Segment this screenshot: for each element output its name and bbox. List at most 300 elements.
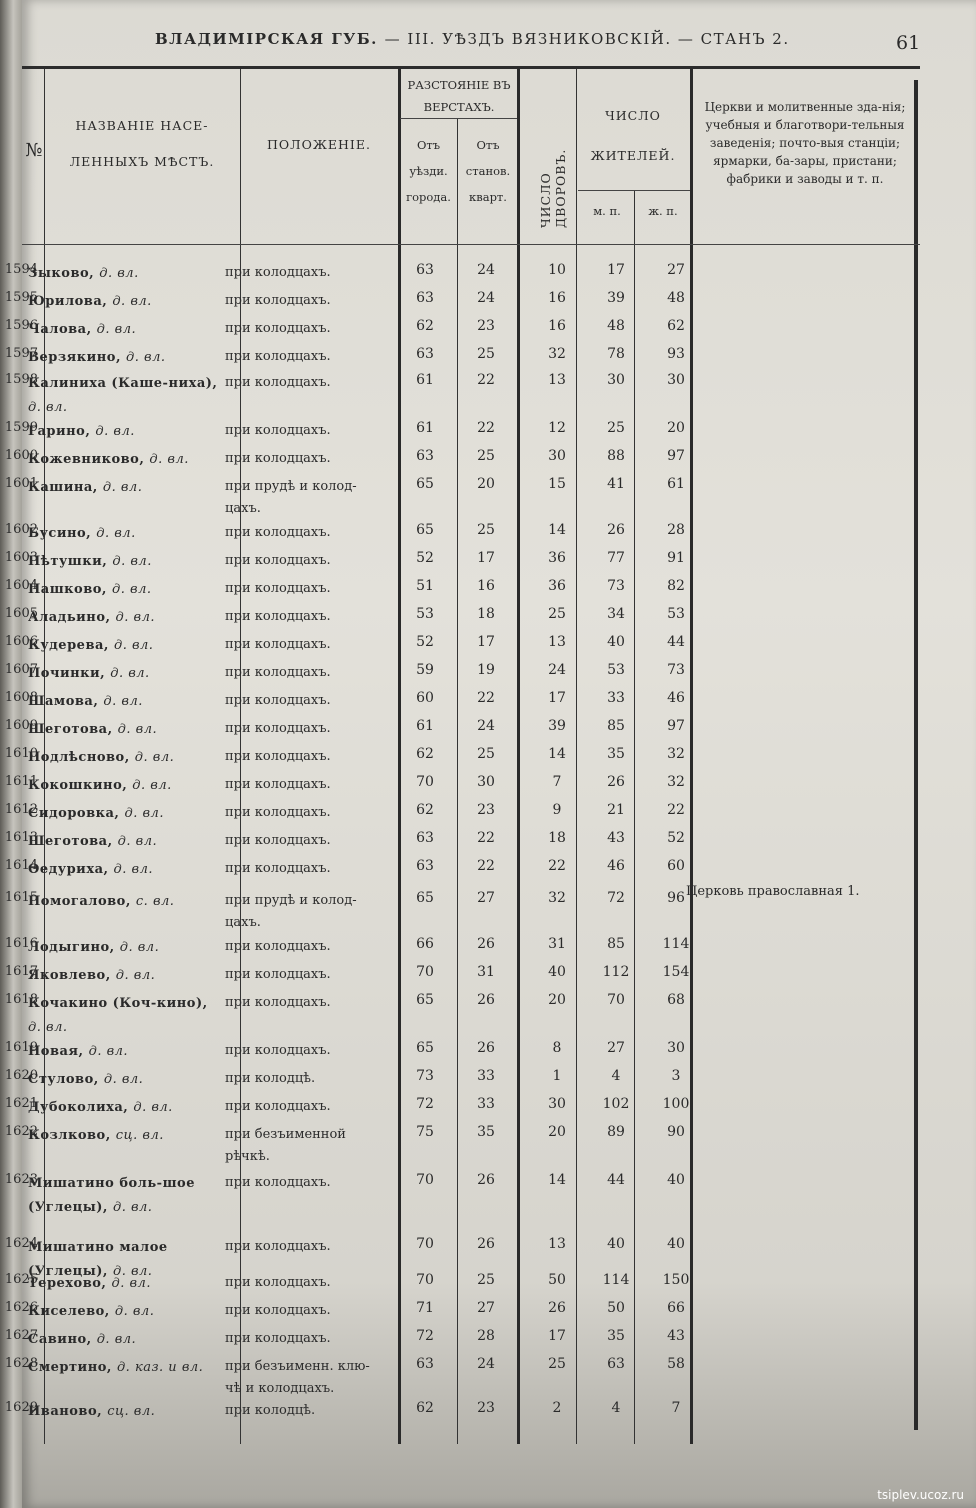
settlement-kind: д. вл. [28, 1020, 68, 1035]
settlement-name: Чалова, д. вл. [28, 322, 137, 337]
settlement-kind: д. вл. [110, 666, 150, 681]
male-count: 77 [607, 550, 625, 566]
position-text: при колодцахъ. [225, 1303, 331, 1318]
dist-camp: 24 [477, 290, 495, 306]
settlement-name: Шеготова, д. вл. [28, 834, 158, 849]
male-count: 40 [607, 1236, 625, 1252]
settlement-kind: д. вл. [96, 322, 137, 337]
settlement-name: Шеготова, д. вл. [28, 722, 158, 737]
dist-camp: 24 [477, 718, 495, 734]
position-text: при колодцахъ. [225, 1239, 331, 1254]
female-count: 30 [667, 1040, 685, 1056]
male-count: 26 [607, 774, 625, 790]
settlement-name: Кожевниково, д. вл. [28, 452, 189, 467]
position-text: при колодцахъ. [225, 265, 331, 280]
dist-town: 61 [416, 420, 434, 436]
male-count: 35 [607, 746, 625, 762]
settlement-kind: д. вл. [134, 750, 175, 765]
dist-camp: 35 [477, 1124, 495, 1140]
dist-camp: 25 [477, 346, 495, 362]
dist-town: 66 [416, 936, 434, 952]
watermark: tsiplev.ucoz.ru [877, 1488, 964, 1502]
settlement-name: Новая, д. вл. [28, 1044, 129, 1059]
settlement-name: Починки, д. вл. [28, 666, 150, 681]
dist-town: 53 [416, 606, 434, 622]
header-no: № [25, 140, 43, 161]
dist-town: 63 [416, 262, 434, 278]
position-text: при колодцахъ. [225, 967, 331, 982]
female-count: 93 [667, 346, 685, 362]
dist-town: 63 [416, 290, 434, 306]
female-count: 20 [667, 420, 685, 436]
header-female: ж. п. [648, 204, 678, 218]
settlement-kind: д. вл. [112, 1200, 153, 1215]
row-number: 1618 [4, 992, 38, 1007]
households-count: 40 [548, 964, 566, 980]
dist-camp: 20 [477, 476, 495, 492]
households-count: 7 [552, 774, 562, 790]
dist-camp: 33 [477, 1068, 495, 1084]
male-count: 112 [602, 964, 630, 980]
households-count: 17 [548, 690, 566, 706]
dist-camp: 26 [477, 992, 495, 1008]
row-number: 1609 [4, 718, 38, 733]
position-text: при колодцахъ. [225, 1331, 331, 1346]
settlement-name: Сидоровка, д. вл. [28, 806, 164, 821]
dist-town: 52 [416, 634, 434, 650]
female-count: 7 [671, 1400, 681, 1416]
male-count: 72 [607, 890, 625, 906]
male-count: 26 [607, 522, 625, 538]
position-text: при колодцахъ. [225, 1175, 331, 1190]
households-count: 30 [548, 1096, 566, 1112]
female-count: 46 [667, 690, 685, 706]
female-count: 40 [667, 1172, 685, 1188]
settlement-name: Терехово, д. вл. [28, 1276, 151, 1291]
households-count: 12 [548, 420, 566, 436]
position-text: при колодцѣ. [225, 1403, 316, 1418]
settlement-kind: д. вл. [114, 1304, 155, 1319]
settlement-kind: д. вл. [112, 294, 152, 309]
dist-camp: 25 [477, 1272, 495, 1288]
dist-town: 65 [416, 476, 434, 492]
dist-town: 65 [416, 890, 434, 906]
settlement-kind: сц. вл. [107, 1404, 156, 1419]
female-count: 32 [667, 746, 685, 762]
dist-town: 63 [416, 858, 434, 874]
female-count: 97 [667, 718, 685, 734]
dist-town: 63 [416, 448, 434, 464]
settlement-kind: д. вл. [112, 582, 152, 597]
female-count: 97 [667, 448, 685, 464]
households-count: 15 [548, 476, 566, 492]
female-count: 27 [667, 262, 685, 278]
male-count: 43 [607, 830, 625, 846]
settlement-name: Гарино, д. вл. [28, 424, 135, 439]
position-text: при колодцахъ. [225, 995, 331, 1010]
row-number: 1629 [4, 1400, 38, 1415]
dist-camp: 17 [477, 550, 495, 566]
rule-position [398, 69, 401, 1444]
households-count: 50 [548, 1272, 566, 1288]
households-count: 20 [548, 1124, 566, 1140]
row-number: 1615 [4, 890, 38, 905]
position-text: при колодцахъ. [225, 665, 331, 680]
dist-camp: 24 [477, 262, 495, 278]
dist-camp: 31 [477, 964, 495, 980]
households-count: 32 [548, 890, 566, 906]
dist-town: 51 [416, 578, 434, 594]
male-count: 50 [607, 1300, 625, 1316]
dist-town: 63 [416, 830, 434, 846]
settlement-kind: д. вл. [119, 940, 160, 955]
settlement-name: Юрилова, д. вл. [28, 294, 152, 309]
dist-town: 70 [416, 1236, 434, 1252]
female-count: 62 [667, 318, 685, 334]
header-district: — III. УѢЗДЪ ВЯЗНИКОВСКІЙ. — СТАНЪ 2. [384, 30, 790, 48]
households-count: 25 [548, 606, 566, 622]
settlement-name: Калиниха (Каше-ниха), д. вл. [28, 376, 218, 415]
settlement-name: Мишатино боль-шое (Углецы), д. вл. [28, 1176, 195, 1215]
row-number: 1611 [4, 774, 38, 789]
dist-camp: 30 [477, 774, 495, 790]
male-count: 88 [607, 448, 625, 464]
position-text: при колодцахъ. [225, 609, 331, 624]
row-number: 1598 [4, 372, 38, 387]
settlement-name: Кокошкино, д. вл. [28, 778, 172, 793]
households-count: 14 [548, 746, 566, 762]
row-number: 1608 [4, 690, 38, 705]
dist-camp: 25 [477, 522, 495, 538]
dist-town: 62 [416, 1400, 434, 1416]
dist-town: 72 [416, 1328, 434, 1344]
households-count: 14 [548, 1172, 566, 1188]
male-count: 48 [607, 318, 625, 334]
households-count: 16 [548, 290, 566, 306]
dist-camp: 23 [477, 802, 495, 818]
male-count: 63 [607, 1356, 625, 1372]
settlement-name: Лодыгино, д. вл. [28, 940, 160, 955]
position-text: при колодцахъ. [225, 833, 331, 848]
settlement-name: Дубоколиха, д. вл. [28, 1100, 173, 1115]
settlement-kind: д. вл. [28, 400, 68, 415]
dist-town: 70 [416, 1272, 434, 1288]
header-dist-camp: Отъ станов. кварт. [465, 138, 511, 204]
male-count: 39 [607, 290, 625, 306]
female-count: 32 [667, 774, 685, 790]
dist-camp: 26 [477, 1236, 495, 1252]
row-number: 1628 [4, 1356, 38, 1371]
female-count: 30 [667, 372, 685, 388]
header-inhabitants: ЧИСЛО ЖИТЕЛЕЙ. [590, 108, 676, 163]
households-count: 14 [548, 522, 566, 538]
position-text: при колодцахъ. [225, 525, 331, 540]
row-number: 1624 [4, 1236, 38, 1251]
female-count: 150 [662, 1272, 690, 1288]
position-text: при колодцахъ. [225, 693, 331, 708]
settlement-kind: д. вл. [112, 1264, 153, 1279]
row-number: 1604 [4, 578, 38, 593]
row-number: 1594 [4, 262, 38, 277]
settlement-name: Подлѣсново, д. вл. [28, 750, 175, 765]
female-count: 66 [667, 1300, 685, 1316]
position-text: при колодцахъ. [225, 777, 331, 792]
male-count: 70 [607, 992, 625, 1008]
dist-camp: 25 [477, 746, 495, 762]
position-text: при колодцахъ. [225, 553, 331, 568]
page-number: 61 [896, 32, 921, 54]
households-count: 22 [548, 858, 566, 874]
row-number: 1620 [4, 1068, 38, 1083]
female-count: 60 [667, 858, 685, 874]
female-count: 61 [667, 476, 685, 492]
header-male: м. п. [593, 204, 621, 218]
settlement-name: Иваново, сц. вл. [28, 1404, 156, 1419]
settlement-name: Аладьино, д. вл. [28, 610, 156, 625]
settlement-kind: д. каз. и вл. [116, 1360, 204, 1375]
female-count: 68 [667, 992, 685, 1008]
position-text: при колодцахъ. [225, 749, 331, 764]
male-count: 17 [607, 262, 625, 278]
row-number: 1606 [4, 634, 38, 649]
position-text: при колодцахъ. [225, 939, 331, 954]
settlement-name: Помогалово, с. вл. [28, 894, 175, 909]
female-count: 40 [667, 1236, 685, 1252]
male-count: 53 [607, 662, 625, 678]
dist-camp: 26 [477, 1040, 495, 1056]
row-number: 1595 [4, 290, 38, 305]
row-number: 1596 [4, 318, 38, 333]
position-text: при безъименной рѣчкѣ. [225, 1127, 346, 1164]
position-text: при колодцахъ. [225, 637, 331, 652]
dist-camp: 22 [477, 372, 495, 388]
households-count: 36 [548, 550, 566, 566]
households-count: 26 [548, 1300, 566, 1316]
row-number: 1614 [4, 858, 38, 873]
row-number: 1625 [4, 1272, 38, 1287]
settlement-kind: д. вл. [111, 1276, 151, 1291]
settlement-kind: д. вл. [132, 778, 172, 793]
dist-camp: 22 [477, 420, 495, 436]
male-count: 35 [607, 1328, 625, 1344]
dist-town: 62 [416, 746, 434, 762]
settlement-kind: сц. вл. [115, 1128, 164, 1143]
male-count: 44 [607, 1172, 625, 1188]
dist-town: 61 [416, 718, 434, 734]
row-number: 1602 [4, 522, 38, 537]
row-number: 1617 [4, 964, 38, 979]
settlement-kind: д. вл. [112, 554, 152, 569]
dist-town: 72 [416, 1096, 434, 1112]
households-count: 13 [548, 634, 566, 650]
households-count: 32 [548, 346, 566, 362]
rule-dist [457, 118, 458, 1444]
position-text: при колодцахъ. [225, 1099, 331, 1114]
settlement-kind: д. вл. [103, 694, 143, 709]
dist-town: 62 [416, 318, 434, 334]
position-text: при колодцахъ. [225, 451, 331, 466]
dist-town: 59 [416, 662, 434, 678]
dist-town: 65 [416, 992, 434, 1008]
dist-town: 60 [416, 690, 434, 706]
female-count: 114 [662, 936, 690, 952]
settlement-name: Стулово, д. вл. [28, 1072, 144, 1087]
dist-camp: 22 [477, 830, 495, 846]
position-text: при колодцахъ. [225, 1275, 331, 1290]
dist-camp: 18 [477, 606, 495, 622]
settlement-name: Яковлево, д. вл. [28, 968, 156, 983]
female-count: 22 [667, 802, 685, 818]
settlement-kind: д. вл. [95, 424, 135, 439]
female-count: 28 [667, 522, 685, 538]
households-count: 20 [548, 992, 566, 1008]
note-church-1615: Церковь православная 1. [686, 884, 860, 899]
dist-camp: 26 [477, 1172, 495, 1188]
settlement-name: Зыково, д. вл. [28, 266, 139, 281]
row-number: 1603 [4, 550, 38, 565]
rule-inhabitants-sub [578, 190, 690, 191]
settlement-kind: д. вл. [96, 1332, 137, 1347]
dist-town: 71 [416, 1300, 434, 1316]
dist-camp: 26 [477, 936, 495, 952]
dist-camp: 24 [477, 1356, 495, 1372]
header-households: ЧИСЛО ДВОРОВЪ. [538, 148, 568, 228]
households-count: 17 [548, 1328, 566, 1344]
female-count: 100 [662, 1096, 690, 1112]
settlement-name: Кочакино (Коч-кино), д. вл. [28, 996, 208, 1035]
male-count: 41 [607, 476, 625, 492]
female-count: 90 [667, 1124, 685, 1140]
settlement-name: Верзякино, д. вл. [28, 350, 166, 365]
male-count: 21 [607, 802, 625, 818]
table-top-rule [22, 66, 920, 69]
dist-camp: 23 [477, 318, 495, 334]
female-count: 154 [662, 964, 690, 980]
header-name: НАЗВАНІЕ НАСЕ-ЛЕННЫХЪ МѢСТЪ. [69, 118, 215, 169]
settlement-name: Мишатино малое (Углецы), д. вл. [28, 1240, 168, 1279]
households-count: 10 [548, 262, 566, 278]
position-text: при колодцѣ. [225, 1071, 316, 1086]
female-count: 53 [667, 606, 685, 622]
settlement-kind: д. вл. [99, 266, 139, 281]
settlement-kind: д. вл. [113, 638, 154, 653]
settlement-kind: д. вл. [149, 452, 189, 467]
female-count: 58 [667, 1356, 685, 1372]
row-number: 1616 [4, 936, 38, 951]
dist-camp: 33 [477, 1096, 495, 1112]
settlement-name: Кудерева, д. вл. [28, 638, 154, 653]
position-text: при прудѣ и колод-цахъ. [225, 479, 357, 516]
male-count: 30 [607, 372, 625, 388]
position-text: при колодцахъ. [225, 581, 331, 596]
settlement-kind: д. вл. [115, 968, 156, 983]
settlement-kind: д. вл. [113, 862, 154, 877]
dist-camp: 22 [477, 858, 495, 874]
households-count: 25 [548, 1356, 566, 1372]
settlement-name: Шамова, д. вл. [28, 694, 143, 709]
position-text: при безъименн. клю-чѣ и колодцахъ. [225, 1359, 370, 1396]
dist-camp: 17 [477, 634, 495, 650]
settlement-kind: с. вл. [135, 894, 175, 909]
female-count: 44 [667, 634, 685, 650]
male-count: 85 [607, 936, 625, 952]
row-number: 1600 [4, 448, 38, 463]
header-title: ВЛАДИМІРСКАЯ ГУБ. [155, 30, 378, 48]
male-count: 4 [611, 1068, 621, 1084]
male-count: 34 [607, 606, 625, 622]
position-text: при колодцахъ. [225, 805, 331, 820]
households-count: 13 [548, 1236, 566, 1252]
settlement-name: Смертино, д. каз. и вл. [28, 1360, 204, 1375]
header-distance: РАЗСТОЯНІЕ ВЪ ВЕРСТАХЪ. [407, 78, 511, 114]
settlement-kind: д. вл. [103, 1072, 144, 1087]
households-count: 24 [548, 662, 566, 678]
male-count: 46 [607, 858, 625, 874]
dist-town: 70 [416, 774, 434, 790]
households-count: 1 [552, 1068, 562, 1084]
settlement-name: Киселево, д. вл. [28, 1304, 155, 1319]
row-number: 1599 [4, 420, 38, 435]
male-count: 25 [607, 420, 625, 436]
households-count: 13 [548, 372, 566, 388]
dist-town: 63 [416, 1356, 434, 1372]
settlement-name: Бусино, д. вл. [28, 526, 136, 541]
male-count: 114 [602, 1272, 630, 1288]
settlement-kind: д. вл. [117, 834, 158, 849]
households-count: 2 [552, 1400, 562, 1416]
position-text: при колодцахъ. [225, 375, 331, 390]
households-count: 18 [548, 830, 566, 846]
position-text: при колодцахъ. [225, 423, 331, 438]
households-count: 16 [548, 318, 566, 334]
male-count: 40 [607, 634, 625, 650]
rule-right [914, 80, 918, 1430]
dist-town: 62 [416, 802, 434, 818]
dist-camp: 22 [477, 690, 495, 706]
rule-header-bottom [22, 244, 920, 245]
row-number: 1607 [4, 662, 38, 677]
position-text: при колодцахъ. [225, 321, 331, 336]
row-number: 1623 [4, 1172, 38, 1187]
row-number: 1621 [4, 1096, 38, 1111]
rule-distance [517, 69, 520, 1444]
female-count: 48 [667, 290, 685, 306]
row-number: 1612 [4, 802, 38, 817]
male-count: 78 [607, 346, 625, 362]
households-count: 31 [548, 936, 566, 952]
settlement-name: Савино, д. вл. [28, 1332, 137, 1347]
row-number: 1605 [4, 606, 38, 621]
header-dist-town: Отъ уѣзди. города. [406, 138, 451, 204]
dist-town: 61 [416, 372, 434, 388]
dist-town: 65 [416, 1040, 434, 1056]
male-count: 4 [611, 1400, 621, 1416]
female-count: 43 [667, 1328, 685, 1344]
settlement-kind: д. вл. [115, 610, 156, 625]
row-number: 1619 [4, 1040, 38, 1055]
female-count: 91 [667, 550, 685, 566]
dist-camp: 16 [477, 578, 495, 594]
settlement-kind: д. вл. [88, 1044, 129, 1059]
female-count: 96 [667, 890, 685, 906]
dist-town: 52 [416, 550, 434, 566]
position-text: при колодцахъ. [225, 293, 331, 308]
settlement-kind: д. вл. [96, 526, 136, 541]
dist-town: 75 [416, 1124, 434, 1140]
row-number: 1613 [4, 830, 38, 845]
row-number: 1597 [4, 346, 38, 361]
rule-distance-sub [400, 118, 517, 119]
